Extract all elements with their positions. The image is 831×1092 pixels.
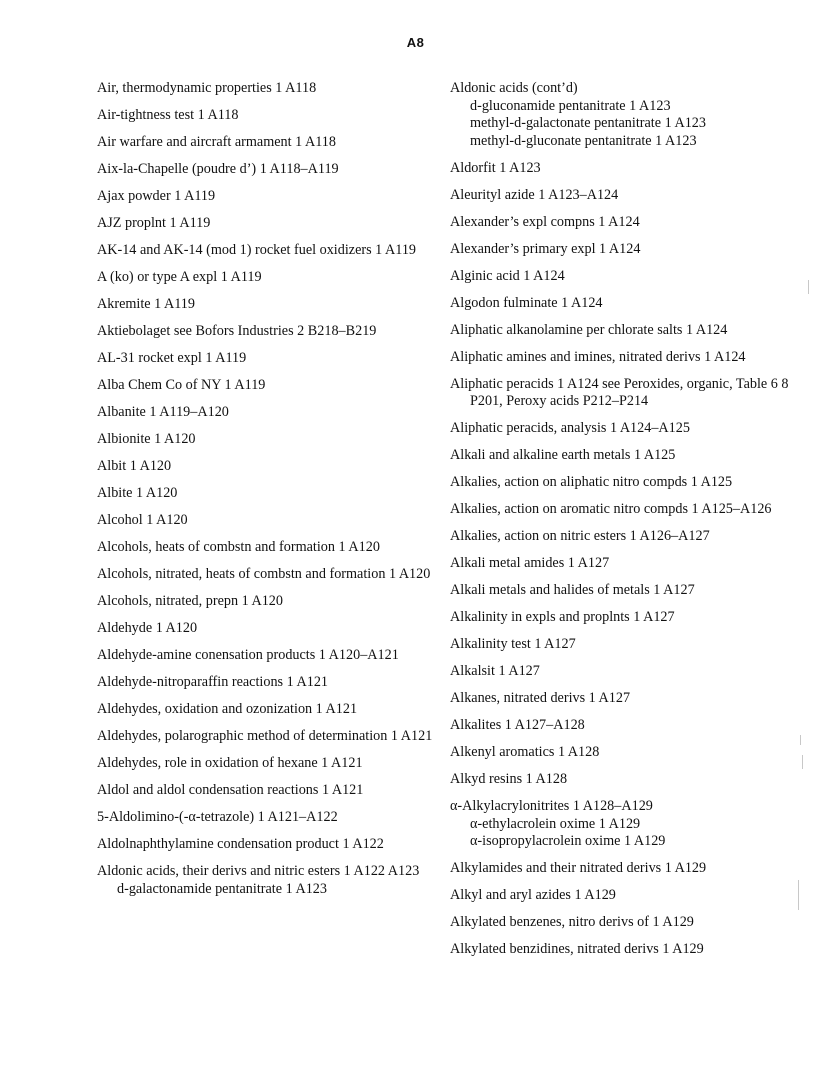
index-subentry: d-gluconamide pentanitrate 1 A123	[470, 97, 671, 114]
index-entry: Alcohol 1 A120	[97, 512, 188, 528]
index-entry: A (ko) or type A expl 1 A119	[97, 269, 262, 285]
index-entry: Alexander’s primary expl 1 A124	[450, 240, 641, 257]
index-column-right	[450, 80, 790, 968]
index-entry: Alkalies, action on nitric esters 1 A126–A127	[450, 528, 710, 544]
index-subentry: d-galactonamide pentanitrate 1 A123	[117, 880, 327, 897]
index-entry: Albite 1 A120	[97, 485, 178, 501]
index-entry: Algodon fulminate 1 A124	[450, 294, 603, 311]
index-entry: Akremite 1 A119	[97, 296, 195, 312]
index-entry: Aldehyde-nitroparaffin reactions 1 A121	[97, 674, 329, 690]
index-entry: Alcohols, nitrated, prepn 1 A120	[97, 593, 283, 609]
index-entry: Aldehydes, role in oxidation of hexane 1 A121	[97, 755, 363, 771]
index-entry: Aldol and aldol condensation reactions 1 A121	[97, 782, 364, 798]
index-subentry: α-isopropylacrolein oxime 1 A129	[470, 833, 666, 849]
index-entry: Albanite 1 A119–A120	[97, 404, 229, 420]
index-entry: AK-14 and AK-14 (mod 1) rocket fuel oxidizers 1 A119	[97, 242, 417, 258]
index-entry: Alkylated benzidines, nitrated derivs 1 A129	[450, 941, 704, 957]
index-entry: Alkalinity in expls and proplnts 1 A127	[450, 609, 675, 625]
index-entry: Aliphatic alkanolamine per chlorate salts 1 A124	[450, 321, 728, 338]
index-entry: Aliphatic peracids, analysis 1 A124–A125	[450, 420, 690, 436]
index-entry: Alkalsit 1 A127	[450, 663, 540, 679]
index-entry: Alkali and alkaline earth metals 1 A125	[450, 447, 676, 463]
index-entry: Aldorfit 1 A123	[450, 159, 541, 176]
index-entry: Alcohols, heats of combstn and formation 1 A120	[97, 539, 380, 555]
index-entry: AL-31 rocket expl 1 A119	[97, 350, 247, 366]
index-entry: Alginic acid 1 A124	[450, 267, 565, 284]
index-entry: Aldehyde-amine conensation products 1 A120–A121	[97, 647, 399, 663]
index-entry: Albit 1 A120	[97, 458, 172, 474]
index-entry: Aliphatic amines and imines, nitrated derivs 1 A124	[450, 348, 746, 365]
index-entry: Alkyd resins 1 A128	[450, 771, 568, 787]
index-entry: Alkalites 1 A127–A128	[450, 717, 585, 733]
index-column-left	[97, 80, 437, 908]
index-entry: Alcohols, nitrated, heats of combstn and formation 1 A120	[97, 566, 431, 582]
index-entry: Alba Chem Co of NY 1 A119	[97, 377, 266, 393]
index-entry: AJZ proplnt 1 A119	[97, 215, 211, 231]
index-entry: Aldonic acids (cont’d)	[450, 80, 578, 96]
index-entry: Aldolnaphthylamine condensation product 1 A122	[97, 836, 384, 852]
index-entry: Aldehydes, oxidation and ozonization 1 A121	[97, 701, 358, 717]
index-entry: Alkenyl aromatics 1 A128	[450, 744, 600, 760]
index-entry: Alkali metal amides 1 A127	[450, 555, 610, 571]
index-entry: Alkylated benzenes, nitro derivs of 1 A129	[450, 914, 694, 930]
index-entry: Alkylamides and their nitrated derivs 1 A129	[450, 860, 707, 876]
index-subentry: α-ethylacrolein oxime 1 A129	[470, 815, 641, 832]
index-entry: Alkanes, nitrated derivs 1 A127	[450, 690, 631, 706]
index-entry: Aldonic acids, their derivs and nitric esters 1 A122 A123	[97, 863, 420, 879]
index-entry: Aliphatic peracids 1 A124 see Peroxides, organic, Table 6 8 P201, Peroxy acids P212–P214	[450, 375, 789, 409]
index-entry: Alexander’s expl compns 1 A124	[450, 213, 640, 230]
index-entry: Air-tightness test 1 A118	[97, 107, 239, 123]
index-entry: Alkyl and aryl azides 1 A129	[450, 887, 616, 903]
index-entry: α-Alkylacrylonitrites 1 A128–A129	[450, 798, 653, 814]
index-entry: Aldehydes, polarographic method of determination 1 A121	[97, 728, 433, 744]
index-entry: Aktiebolaget see Bofors Industries 2 B218–B219	[97, 323, 377, 339]
index-entry: Alkalinity test 1 A127	[450, 636, 576, 652]
scan-mark	[802, 755, 803, 769]
index-subentry: methyl-d-galactonate pentanitrate 1 A123	[470, 115, 706, 131]
index-entry: 5-Aldolimino-(-α-tetrazole) 1 A121–A122	[97, 809, 338, 825]
scan-mark	[808, 280, 809, 294]
index-entry: Alkalies, action on aromatic nitro compds 1 A125–A126	[450, 501, 772, 517]
index-entry: Aldehyde 1 A120	[97, 620, 198, 636]
index-entry: Ajax powder 1 A119	[97, 188, 216, 204]
index-entry: Alkali metals and halides of metals 1 A127	[450, 582, 695, 598]
index-subentry: methyl-d-gluconate pentanitrate 1 A123	[470, 132, 697, 149]
index-entry: Air warfare and aircraft armament 1 A118	[97, 134, 336, 150]
index-entry: Albionite 1 A120	[97, 431, 196, 447]
index-entry: Aix-la-Chapelle (poudre d’) 1 A118–A119	[97, 161, 339, 177]
index-entry: Air, thermodynamic properties 1 A118	[97, 80, 317, 96]
scan-mark	[800, 735, 801, 745]
index-entry: Alkalies, action on aliphatic nitro compds 1 A125	[450, 474, 733, 490]
page-number-header: A8	[406, 35, 425, 50]
scan-mark	[798, 880, 799, 910]
index-entry: Aleurityl azide 1 A123–A124	[450, 186, 619, 203]
